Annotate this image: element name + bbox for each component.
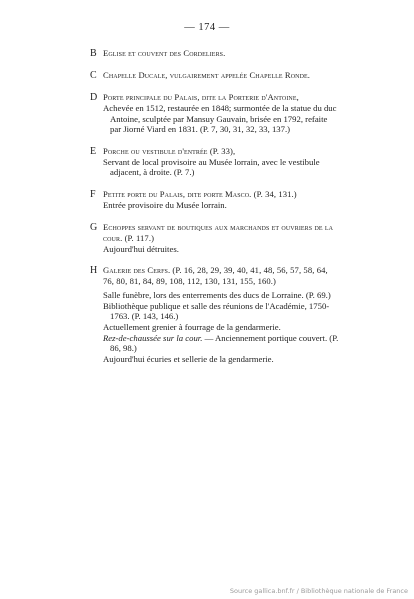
entry-description-ground-floor	[90, 333, 340, 354]
entry-f	[90, 189, 340, 211]
entry-title: Porche ou vestibule d'entrée	[103, 145, 208, 156]
entry-description: Salle funèbre, lors des enterrements des ducs de Lorraine. (P. 69.)	[103, 290, 331, 301]
entry-heading	[90, 222, 340, 244]
entry-description: Entrée provisoire du Musée lorrain.	[103, 199, 227, 210]
entry-letter: B	[90, 48, 97, 59]
page-number: — 174 —	[184, 22, 230, 33]
italic-lead: Rez-de-chaussée sur la cour.	[103, 332, 203, 343]
legend-list	[90, 48, 340, 375]
entry-h	[90, 265, 340, 364]
entry-title: Petite porte du Palais, dite porte Masco.	[103, 188, 252, 199]
entry-refs: (P. 117.)	[122, 232, 155, 243]
entry-title: Echoppes servant de boutiques aux marchands et ouvriers de la cour.	[103, 221, 334, 243]
entry-letter: D	[90, 92, 98, 103]
entry-title: Galerie des Cerfs.	[103, 265, 171, 276]
entry-heading	[90, 48, 340, 59]
entry-description: Aujourd'hui détruites.	[103, 243, 179, 254]
entry-refs: (P. 16, 28, 29, 39, 40, 41, 48, 56, 57, 58, 64, 76, 80, 81, 84, 89, 108, 112, 130, 131, 155, 160.)	[103, 265, 328, 287]
entry-b	[90, 48, 340, 59]
entry-g	[90, 222, 340, 255]
entry-e	[90, 146, 340, 178]
entry-heading	[90, 70, 340, 81]
entry-c	[90, 70, 340, 81]
entry-title: Chapelle Ducale, vulgairement appelée Chapelle Ronde.	[103, 70, 311, 80]
entry-refs: (P. 33),	[207, 145, 236, 156]
entry-description: Achevée en 1512, restaurée en 1848; surmontée de la statue du duc Antoine, sculptée par Mansuy Gauvain, brisée en 1792, refaite par Jiorné Viard en 1831. (P. 7, 30, 31, 32, 33, 137.)	[103, 103, 337, 135]
entry-description: Actuellement grenier à fourrage de la gendarmerie.	[103, 321, 281, 332]
entry-heading	[90, 189, 340, 200]
entry-letter: G	[90, 221, 98, 233]
entry-letter: C	[90, 70, 97, 81]
entry-letter: H	[90, 265, 98, 277]
entry-description: Bibliothèque publique et salle des réunions de l'Académie, 1750-1763. (P. 143, 146.)	[103, 300, 330, 322]
italic-rest: — Anciennement portique couvert. (P. 86, 98.)	[110, 332, 339, 354]
entry-heading	[90, 265, 340, 287]
entry-title: Eglise et couvent des Cordeliers.	[103, 48, 226, 58]
entry-letter: E	[90, 145, 97, 157]
source-footer: Source gallica.bnf.fr / Bibliothèque nationale de France	[229, 587, 408, 595]
entry-letter: F	[90, 188, 96, 200]
entry-heading	[90, 146, 340, 157]
entry-title: Porte principale du Palais, dite la Porterie d'Antoine,	[103, 92, 299, 102]
entry-description: Aujourd'hui écuries et sellerie de la gendarmerie.	[103, 353, 274, 364]
entry-description: Servant de local provisoire au Musée lorrain, avec le vestibule adjacent, à droite. (P. 7.)	[103, 156, 320, 178]
entry-d	[90, 92, 340, 135]
entry-refs: (P. 34, 131.)	[251, 188, 297, 199]
entry-heading	[90, 92, 340, 103]
